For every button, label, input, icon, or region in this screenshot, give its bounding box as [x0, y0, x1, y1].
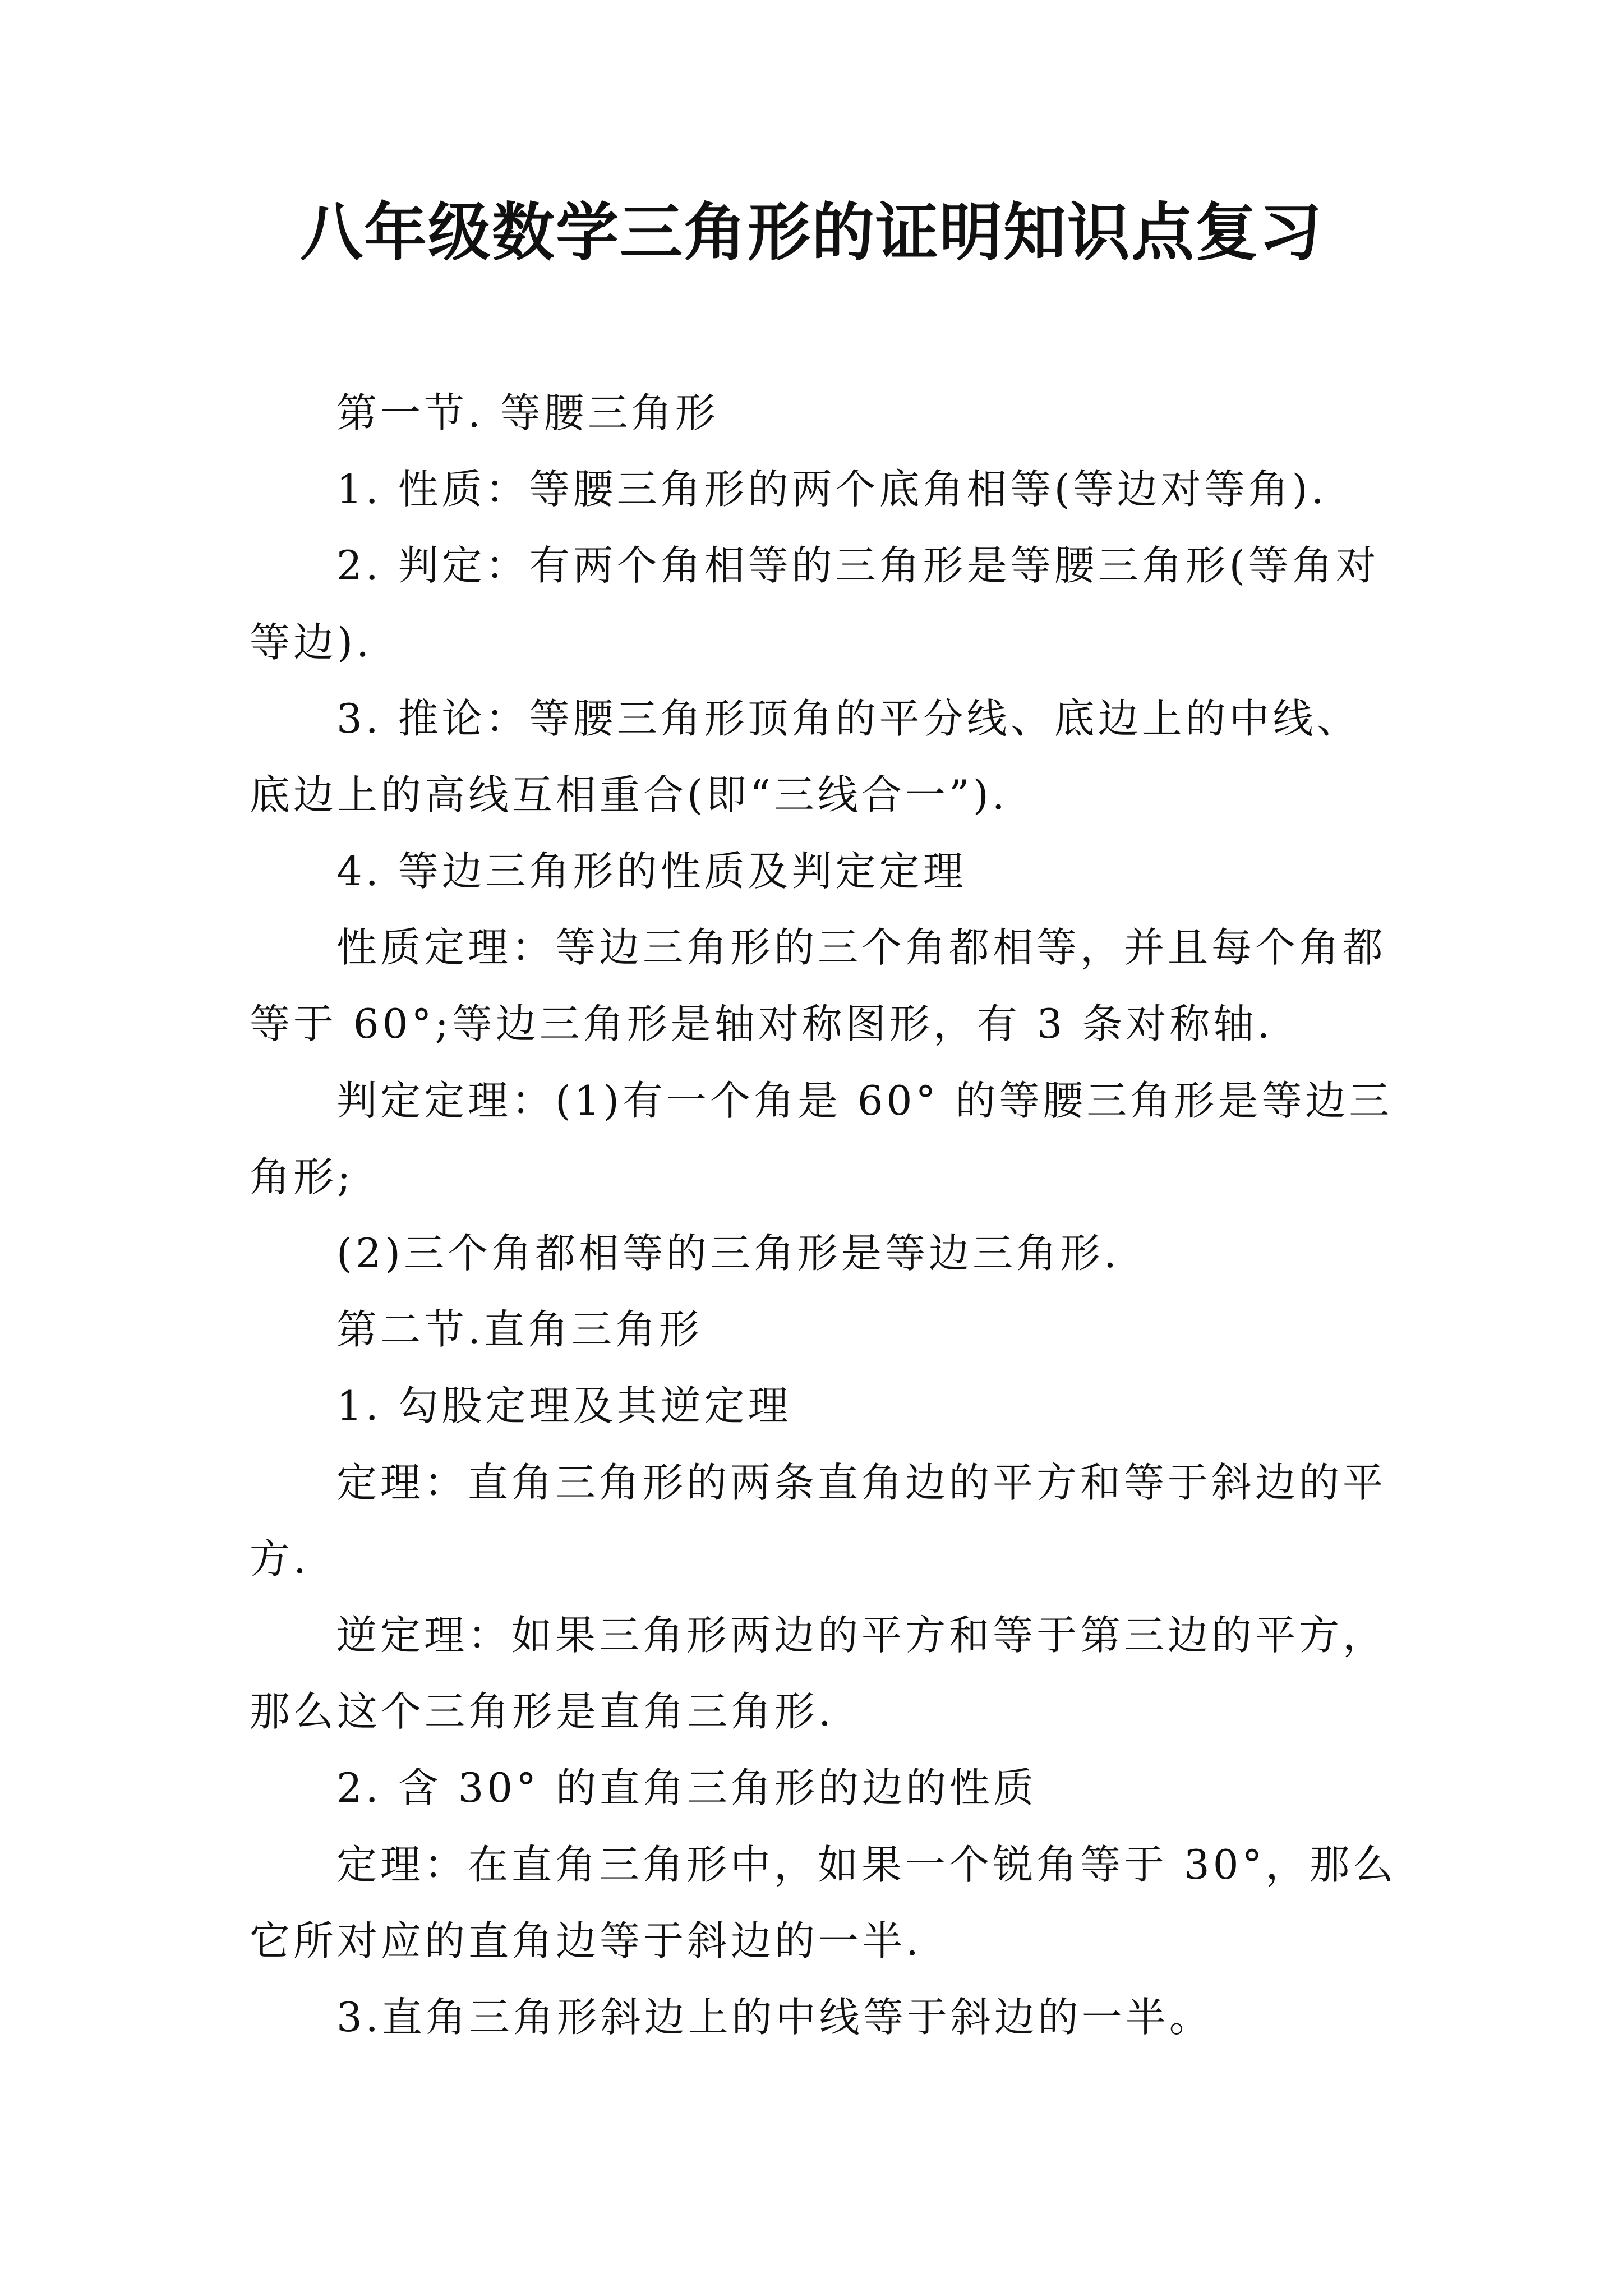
paragraph-line: 判定定理：(1)有一个角是 60° 的等腰三角形是等边三 — [336, 1077, 1393, 1124]
paragraph-line: 2. 含 30° 的直角三角形的边的性质 — [336, 1764, 1037, 1811]
paragraph-line: 底边上的高线互相重合(即“三线合一”). — [250, 771, 1008, 818]
paragraph-line: 它所对应的直角边等于斜边的一半. — [250, 1917, 922, 1964]
document-title: 八年级数学三角形的证明知识点复习 — [300, 196, 1323, 269]
paragraph-line: 定理：直角三角形的两条直角边的平方和等于斜边的平 — [336, 1459, 1387, 1506]
paragraph-line: 4. 等边三角形的性质及判定定理 — [336, 848, 967, 895]
paragraph-line: 等于 60°;等边三角形是轴对称图形，有 3 条对称轴. — [250, 1000, 1274, 1047]
paragraph-line: 定理：在直角三角形中，如果一个锐角等于 30°，那么 — [336, 1841, 1397, 1888]
paragraph-line: (2)三个角都相等的三角形是等边三角形. — [336, 1230, 1120, 1277]
section-heading-isosceles: 第一节. 等腰三角形 — [336, 389, 719, 436]
paragraph-line: 3. 推论：等腰三角形顶角的平分线、底边上的中线、 — [336, 695, 1361, 742]
section-heading-right-triangle: 第二节.直角三角形 — [336, 1306, 703, 1353]
paragraph-line: 性质定理：等边三角形的三个角都相等，并且每个角都 — [336, 924, 1387, 971]
paragraph-line: 那么这个三角形是直角三角形. — [250, 1688, 834, 1735]
paragraph-line: 角形; — [250, 1153, 354, 1200]
paragraph-line: 2. 判定：有两个角相等的三角形是等腰三角形(等角对 — [336, 542, 1380, 589]
paragraph-line: 方. — [250, 1535, 310, 1582]
paragraph-line: 逆定理：如果三角形两边的平方和等于第三边的平方， — [336, 1612, 1387, 1659]
paragraph-line: 3.直角三角形斜边上的中线等于斜边的一半。 — [336, 1994, 1213, 2041]
paragraph-line: 1. 勾股定理及其逆定理 — [336, 1382, 792, 1429]
paragraph-line: 1. 性质：等腰三角形的两个底角相等(等边对等角). — [336, 466, 1327, 513]
paragraph-line: 等边). — [250, 619, 372, 666]
